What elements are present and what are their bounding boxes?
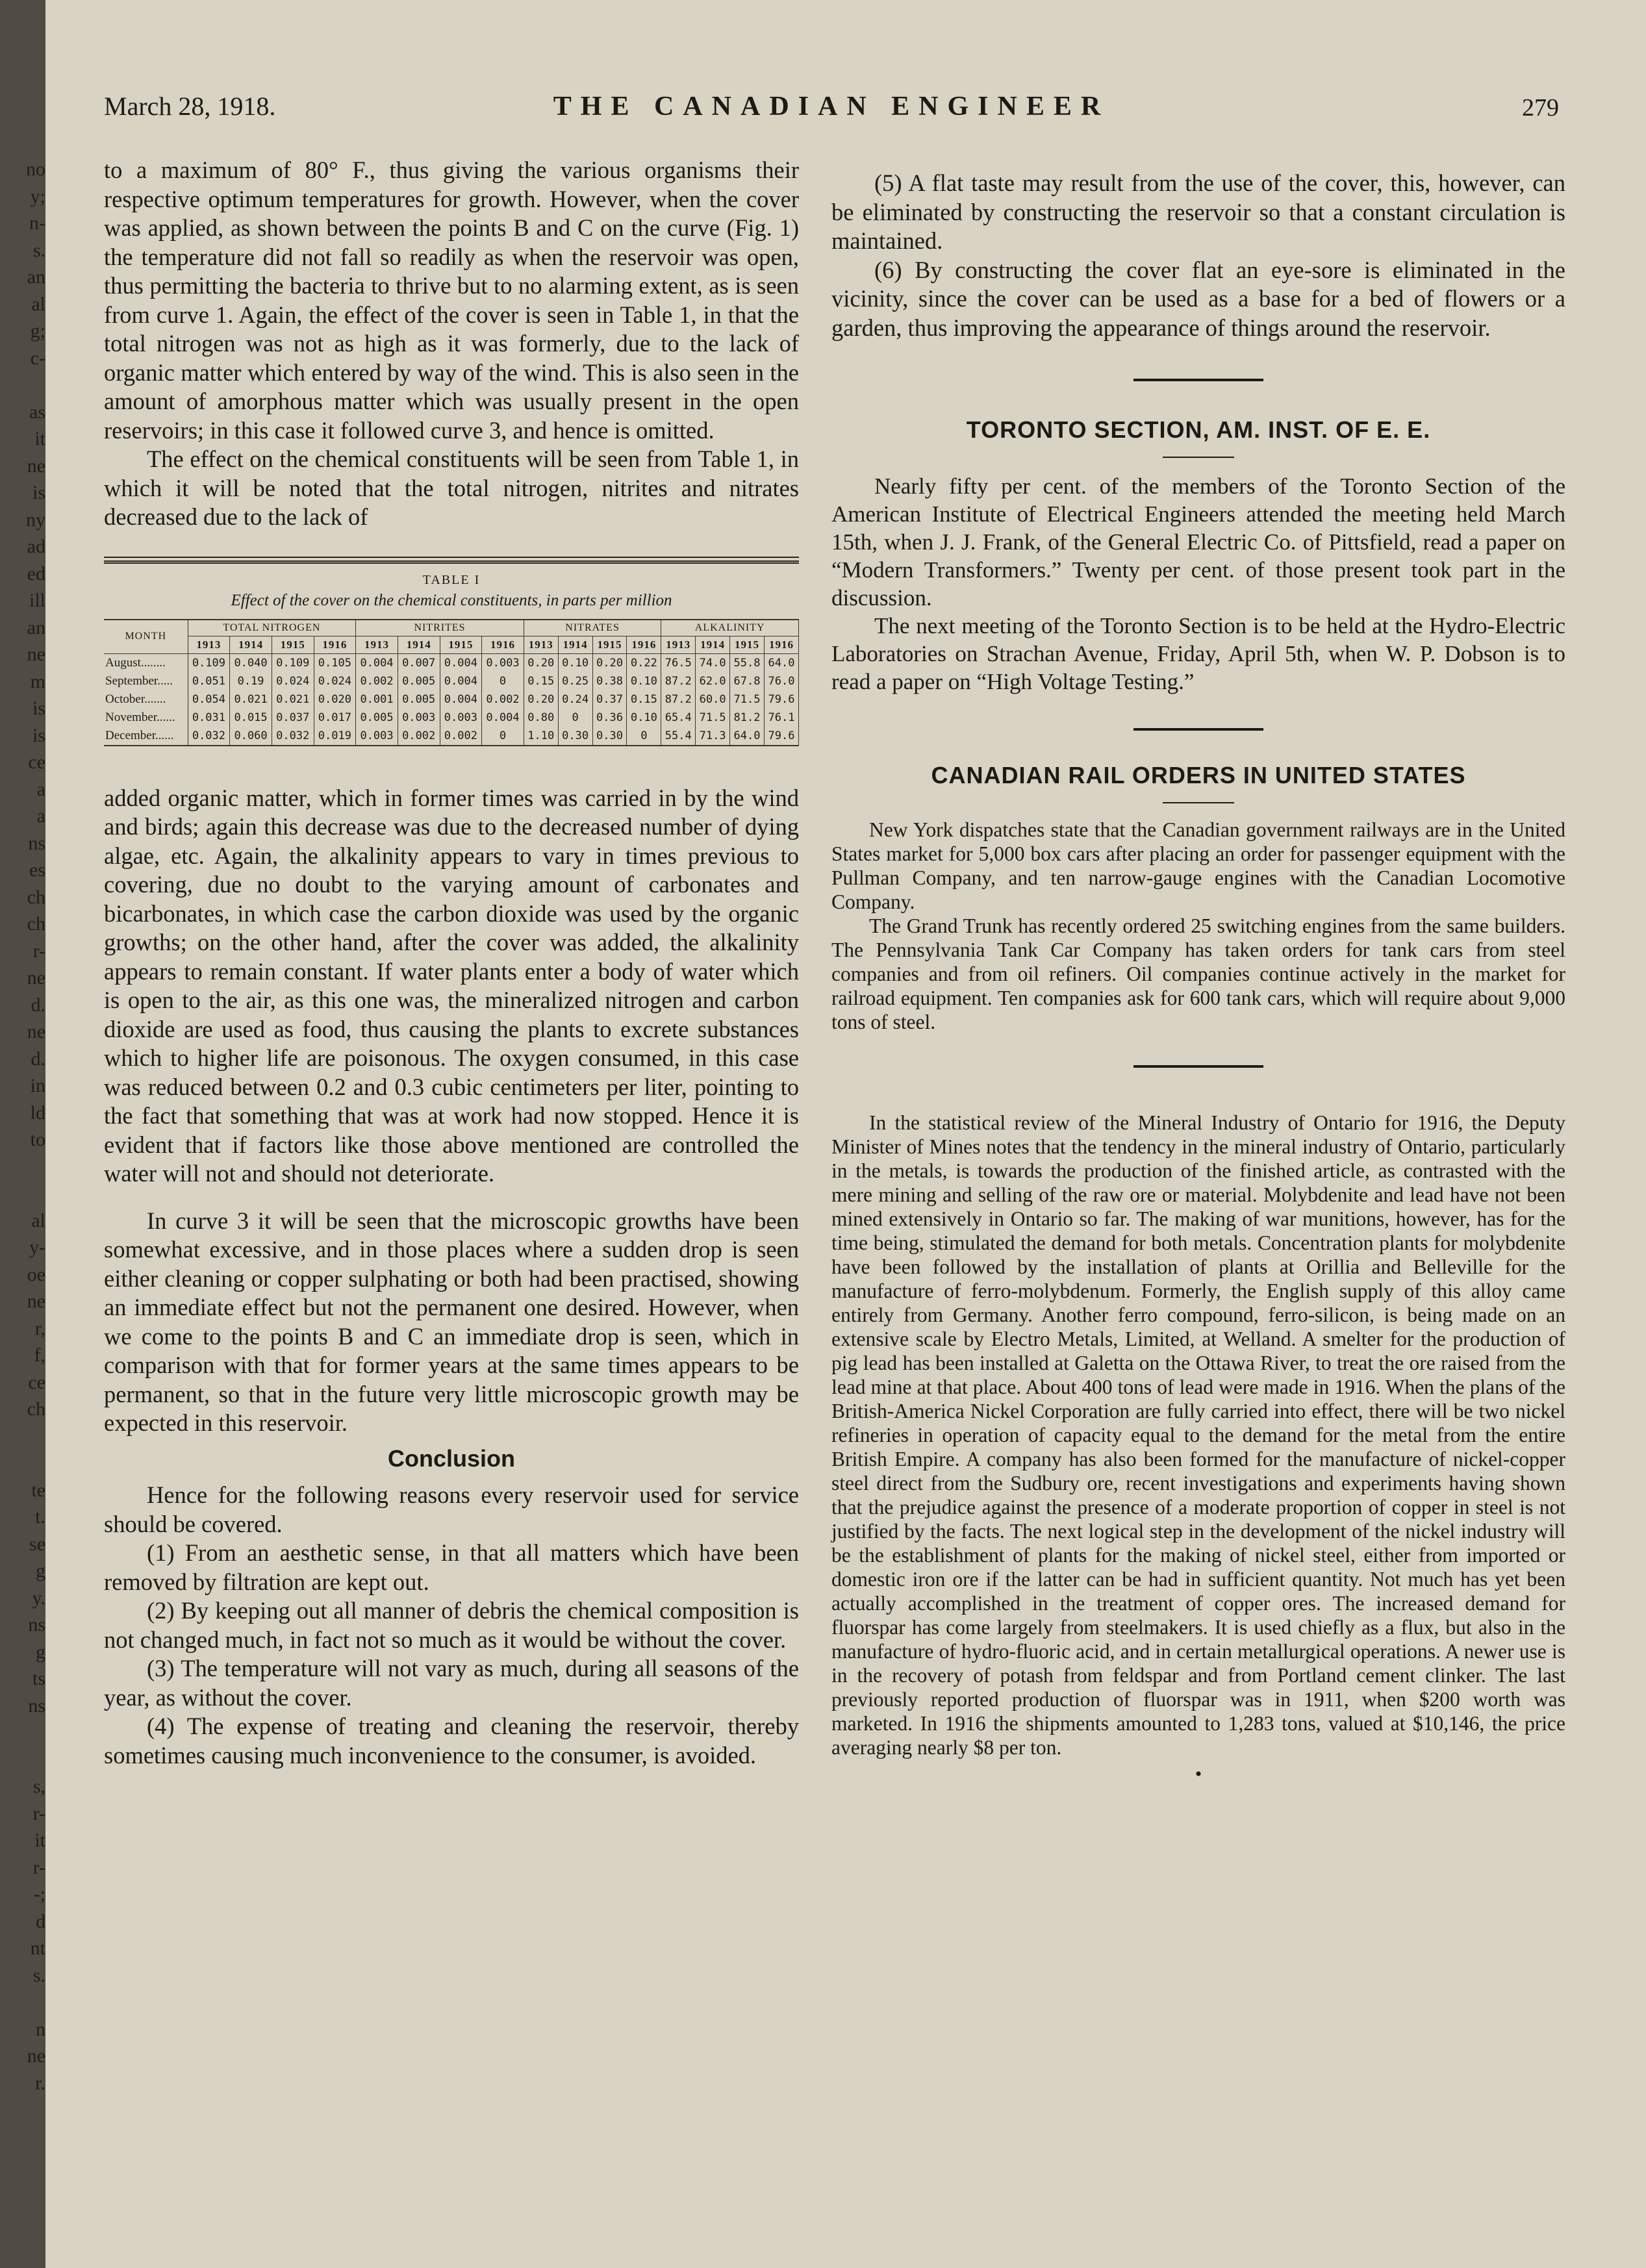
gutter-fragment: to [30, 1129, 45, 1150]
table-cell: 0.001 [356, 690, 398, 709]
gutter-fragment: ns [28, 1614, 45, 1635]
gutter-fragment: ld [30, 1102, 45, 1124]
table-cell: 0.021 [272, 690, 314, 709]
right-column [831, 169, 1565, 1785]
section-divider [1133, 728, 1263, 731]
table-row [104, 690, 799, 709]
gutter-fragment: oe [27, 1263, 45, 1285]
section-divider [1133, 1065, 1263, 1068]
table-cell: 0.004 [440, 690, 482, 709]
rail-orders-heading: CANADIAN RAIL ORDERS IN UNITED STATES [931, 762, 1466, 788]
gutter-fragment: s, [32, 1776, 45, 1797]
gutter-fragment: d. [31, 994, 45, 1016]
table-cell: 0.38 [592, 672, 627, 690]
paragraph: to a maximum of 80° F., thus giving the various organisms their respective optimum temperatures for growth. However, when the cover was applied, as shown between the points B and C on the curve (Fig. 1) the temperature did not fall so readily as when the reservoir was open, thus permitting the bacteria to thrive but to no alarming extent, as is seen from curve 1. Again, the effect of the cover is seen in Table 1, in that the total nitrogen was not as high as it was formerly, due to the lack of organic matter which entered by way of the wind. This is also seen in the amount of amorphous matter which was usually present in the open reservoirs; in this case it followed curve 3, and hence is omitted. [104, 157, 799, 444]
gutter-fragment: a [36, 778, 45, 800]
table-cell: 0 [627, 727, 661, 746]
toronto-section-heading: TORONTO SECTION, AM. INST. OF E. E. [966, 416, 1431, 443]
table-cell: 0.004 [440, 653, 482, 672]
gutter-fragment: ch [27, 1398, 45, 1420]
table-cell: 0.15 [524, 672, 558, 690]
gutter-fragment [0, 1153, 45, 1181]
gutter-fragment: ny [26, 509, 45, 531]
gutter-fragment [0, 1450, 45, 1477]
table-header-year: 1916 [627, 636, 661, 653]
table-rule [104, 557, 799, 564]
gutter-fragment: g [36, 1641, 45, 1663]
gutter-fragment: r. [35, 2072, 45, 2094]
list-item: (6) By constructing the cover flat an eye-sore is eliminated in the vicinity, since the cover can be used as a base for a bed of flowers or a garden, thus improving the appearance of things around the reservoir. [831, 256, 1565, 341]
table-cell: 0.024 [272, 672, 314, 690]
gutter-fragment [0, 1719, 45, 1746]
list-item: (4) The expense of treating and cleaning the reservoir, thereby sometimes causing much inconvenience to the consumer, is avoided. [104, 1713, 799, 1769]
table-cell: 67.8 [730, 672, 765, 690]
table-cell: 0.004 [482, 709, 524, 727]
table-cell: 0.005 [356, 709, 398, 727]
table-cell: 79.6 [764, 690, 798, 709]
gutter-fragment: ns [28, 1695, 45, 1717]
gutter-fragment: n- [29, 212, 45, 234]
gutter-fragment: m [30, 670, 45, 692]
gutter-fragment: d [36, 1910, 45, 1932]
gutter-fragment: -; [33, 1884, 45, 1905]
table-cell: 0.002 [482, 690, 524, 709]
gutter-fragment [0, 1746, 45, 1774]
table-cell: 0.20 [524, 653, 558, 672]
table-cell: 0.007 [398, 653, 440, 672]
table-header-year: 1914 [230, 636, 272, 653]
gutter-fragment: t. [35, 1506, 45, 1528]
table-cell: 0.109 [188, 653, 230, 672]
table-header-year: 1913 [661, 636, 696, 653]
table-header-year: 1913 [188, 636, 230, 653]
section-divider [1133, 379, 1263, 381]
gutter-fragment: ce [28, 751, 45, 773]
gutter-fragment: es [29, 859, 45, 881]
gutter-fragment: al [31, 1209, 45, 1231]
list-item: (5) A flat taste may result from the use of the cover, this, however, can be eliminated by constructing the reservoir so that a constant circulation is maintained. [831, 170, 1565, 254]
gutter-fragment: a [36, 805, 45, 827]
gutter-fragment: is [32, 724, 45, 746]
table-cell: 0.051 [188, 672, 230, 690]
page-number: 279 [1522, 94, 1559, 121]
gutter-fragment: r, [34, 1317, 45, 1339]
gutter-fragment: ad [27, 536, 45, 557]
paragraph: Hence for the following reasons every reservoir used for service should be covered. [104, 1481, 799, 1537]
paragraph: In curve 3 it will be seen that the microscopic growths have been somewhat excessive, and in those places where a sudden drop is seen either cleaning or copper sulphating or both had been practised, showing an immediate effect but not the permanent one desired. However, when we come to the points B and C an immediate drop is seen, which in comparison with that for former years at the same times appears to be permanent, so that in the future very little microscopic growth may be expected in this reservoir. [104, 1207, 799, 1436]
table-cell: 87.2 [661, 690, 696, 709]
table-header-group: TOTAL NITROGEN [188, 620, 356, 636]
table-cell: 0.060 [230, 727, 272, 746]
gutter-fragment: d. [31, 1048, 45, 1070]
table-caption: Effect of the cover on the chemical constituents, in parts per million [231, 591, 672, 609]
gutter-fragment: ill [29, 590, 45, 611]
table-header-year: 1914 [398, 636, 440, 653]
table-cell: 1.10 [524, 727, 558, 746]
gutter-fragment: no [26, 158, 45, 180]
table-cell: 0.002 [398, 727, 440, 746]
table-cell: 79.6 [764, 727, 798, 746]
table-header-year: 1913 [524, 636, 558, 653]
table-row [104, 727, 799, 746]
table-cell: 0.109 [272, 653, 314, 672]
gutter-fragment: al [31, 293, 45, 315]
table-1 [104, 557, 799, 746]
gutter-fragment: ch [27, 913, 45, 935]
table-cell: 0.054 [188, 690, 230, 709]
conclusion-heading: Conclusion [388, 1444, 515, 1472]
table-cell: 65.4 [661, 709, 696, 727]
gutter-fragment: as [29, 401, 45, 423]
table-cell: 0.002 [356, 672, 398, 690]
table-cell: 87.2 [661, 672, 696, 690]
gutter-fragment: ne [27, 967, 45, 989]
table-header-group: NITRATES [524, 620, 661, 636]
table-cell: 0.024 [314, 672, 356, 690]
table-cell: 60.0 [696, 690, 730, 709]
gutter-fragment: g [36, 1560, 45, 1581]
table-cell: 0.24 [558, 690, 592, 709]
gutter-fragment: te [31, 1479, 45, 1501]
gutter-fragment: y. [32, 1587, 45, 1609]
gutter-fragment: f, [34, 1344, 45, 1366]
gutter-fragment: ne [27, 1291, 45, 1312]
table-cell: 76.0 [764, 672, 798, 690]
gutter-fragment: ce [28, 1371, 45, 1393]
table-cell: 0.004 [356, 653, 398, 672]
table-cell-month: December...... [104, 727, 188, 746]
table-cell: 0.20 [592, 653, 627, 672]
paragraph: New York dispatches state that the Canadian government railways are in the United States market for 5,000 box cars after placing an order for passenger equipment with the Pullman Company, and ten narrow-gauge engines with the Canadian Locomotive Company. [831, 818, 1565, 913]
gutter-fragment: r- [32, 1802, 45, 1824]
gutter-fragment: ch [27, 886, 45, 908]
gutter-fragment: ne [27, 644, 45, 665]
gutter-fragment: s. [32, 1964, 45, 1986]
table-header-year: 1914 [558, 636, 592, 653]
table-header-year: 1915 [592, 636, 627, 653]
table-cell: 0.005 [398, 690, 440, 709]
table-cell: 76.1 [764, 709, 798, 727]
gutter-fragment: r- [32, 940, 45, 962]
table-header-year: 1916 [482, 636, 524, 653]
gutter-fragment: r- [32, 1856, 45, 1878]
issue-date: March 28, 1918. [104, 92, 276, 121]
table-cell: 0.003 [356, 727, 398, 746]
table-cell: 0.040 [230, 653, 272, 672]
heading-rule [1163, 802, 1234, 803]
table-cell: 0.019 [314, 727, 356, 746]
table-cell: 0.015 [230, 709, 272, 727]
gutter-fragment: ns [28, 832, 45, 854]
table-cell: 64.0 [730, 727, 765, 746]
table-header-group: ALKALINITY [661, 620, 799, 636]
table-header-year: 1915 [730, 636, 765, 653]
paragraph: Nearly fifty per cent. of the members of the Toronto Section of the American Institute of Electrical Engineers attended the meeting held March 15th, when J. J. Frank, of the General Electric Co. of Pittsfield, read a paper on “Modern Transformers.” Twenty per cent. of those present took part in the discussion. [831, 473, 1565, 611]
gutter-fragment: an [27, 266, 45, 288]
table-cell: 0.017 [314, 709, 356, 727]
gutter-fragment: s. [32, 239, 45, 261]
table-cell: 0.037 [272, 709, 314, 727]
table-cell: 0.031 [188, 709, 230, 727]
end-mark: • [1195, 1763, 1202, 1785]
table-cell: 64.0 [764, 653, 798, 672]
list-item: (3) The temperature will not vary as much, during all seasons of the year, as without the cover. [104, 1655, 799, 1711]
table-header-year: 1916 [764, 636, 798, 653]
table-cell: 0.003 [440, 709, 482, 727]
table-cell: 0.004 [440, 672, 482, 690]
gutter-fragment [0, 1423, 45, 1450]
gutter-fragment: n [36, 2018, 45, 2040]
table-header-month: MONTH [104, 620, 188, 654]
table-cell: 0.10 [627, 672, 661, 690]
table-cell: 0.10 [627, 709, 661, 727]
gutter-fragment: y; [30, 185, 45, 207]
table-row [104, 672, 799, 690]
table-header-year: 1914 [696, 636, 730, 653]
gutter-fragment: y- [29, 1237, 45, 1258]
gutter-fragment: ne [27, 2045, 45, 2067]
paragraph: The effect on the chemical constituents will be seen from Table 1, in which it will be noted that the total nitrogen, nitrites and nitrates decreased due to the lack of [104, 446, 799, 530]
table-cell: 71.3 [696, 727, 730, 746]
list-item: (2) By keeping out all manner of debris the chemical composition is not changed much, in fact not so much as it would be without the cover. [104, 1597, 799, 1653]
table-header-group: NITRITES [356, 620, 524, 636]
gutter-fragment: it [34, 1830, 45, 1851]
table-title: TABLE I [422, 572, 481, 587]
gutter-fragment: an [27, 616, 45, 638]
table-header-year: 1915 [272, 636, 314, 653]
table-cell: 0.25 [558, 672, 592, 690]
table-row [104, 709, 799, 727]
table-cell: 0.20 [524, 690, 558, 709]
paragraph: added organic matter, which in former times was carried in by the wind and birds; again this decrease was due to the decreased number of dying algae, etc. Again, the alkalinity appears to vary in times previous to covering, due no doubt to the varying amount of carbonates and bicarbonates, in which case the carbon dioxide was used by the organic growths; on the other hand, after the cover was added, the alkalinity appears to remain constant. If water plants enter a body of water which is open to the air, as this one was, the mineralized nitrogen and carbon dioxide are used as food, thus causing the plants to excrete substances which to higher life are poisonous. The oxygen consumed, in this case was reduced between 0.2 and 0.3 cubic centimeters per liter, pointing to the fact that something that was at work had now stopped. Hence it is evident that if factors like those above mentioned are controlled the water will not and should not deteriorate. [104, 784, 799, 1187]
table-cell: 0 [482, 727, 524, 746]
gutter-fragment [0, 1180, 45, 1207]
table-cell-month: October....... [104, 690, 188, 709]
table-cell: 0.37 [592, 690, 627, 709]
table-cell-month: August........ [104, 653, 188, 672]
table-cell: 0.30 [592, 727, 627, 746]
gutter-fragment: nt [30, 1937, 45, 1959]
table-cell: 55.4 [661, 727, 696, 746]
table-cell: 0.032 [188, 727, 230, 746]
table-cell: 71.5 [730, 690, 765, 709]
table-cell-month: November...... [104, 709, 188, 727]
gutter-fragment: is [32, 482, 45, 503]
journal-title: THE CANADIAN ENGINEER [553, 92, 1110, 121]
table-header-year: 1915 [440, 636, 482, 653]
table-cell: 0.032 [272, 727, 314, 746]
gutter-fragment: se [29, 1533, 45, 1555]
chemical-constituents-table [104, 619, 799, 746]
gutter-fragment: g; [30, 320, 45, 342]
table-cell: 71.5 [696, 709, 730, 727]
table-cell: 0.36 [592, 709, 627, 727]
gutter-fragment [0, 1989, 45, 2016]
table-cell: 0 [482, 672, 524, 690]
table-cell: 55.8 [730, 653, 765, 672]
table-cell-month: September..... [104, 672, 188, 690]
table-cell: 0.80 [524, 709, 558, 727]
table-cell: 0.003 [398, 709, 440, 727]
gutter-fragment: is [32, 698, 45, 719]
list-item: (1) From an aesthetic sense, in that all matters which have been removed by filtration are kept out. [104, 1539, 799, 1595]
adjacent-page-text-fragments [0, 156, 45, 2097]
table-cell: 0.19 [230, 672, 272, 690]
table-cell: 0.020 [314, 690, 356, 709]
gutter-fragment: ts [32, 1668, 45, 1689]
gutter-fragment: c- [30, 347, 45, 369]
table-cell: 76.5 [661, 653, 696, 672]
gutter-fragment [0, 372, 45, 399]
table-cell: 0.10 [558, 653, 592, 672]
table-cell: 74.0 [696, 653, 730, 672]
table-cell: 0.30 [558, 727, 592, 746]
table-cell: 0.22 [627, 653, 661, 672]
table-cell: 0.002 [440, 727, 482, 746]
page-header [104, 91, 1559, 130]
table-cell: 0.021 [230, 690, 272, 709]
gutter-fragment: ed [27, 562, 45, 585]
gutter-fragment: ne [27, 1021, 45, 1042]
table-header-year: 1916 [314, 636, 356, 653]
heading-rule [1163, 457, 1234, 458]
paragraph: In the statistical review of the Mineral Industry of Ontario for 1916, the Deputy Minister of Mines notes that the tendency in the mineral industry of Ontario, particularly in the metals, is towards the production of the finished article, as contrasted with the mere mining and selling of the raw ore or material. Molybdenite and lead have not been mined extensively in Ontario so far. The making of war munitions, however, has for the time being, stimulated the demand for both metals. Concentration plants for molybdenite have been followed by the installation of plants at Orillia and Belleville for the manufacture of ferro-molybdenum. Formerly, the English supply of this alloy came entirely from Germany. Another ferro compound, ferro-silicon, is being made on an extensive scale by Electro Metals, Limited, at Welland. A smelter for the production of pig lead has been installed at Galetta on the Ottawa River, to treat the ore raised from the lead mine at that place. About 400 tons of lead were made in 1916. When the plans of the British-America Nickel Corporation are fully carried into effect, there will be two nickel refineries in operation of capacity equal to the demand for the metal from the entire British Empire. A company has also been formed for the manufacture of nickel-copper steel direct from the Sudbury ore, recent investigations and experiments having shown that the prejudice against the presence of a moderate proportion of copper in steel is not justified by the facts. The next logical step in the development of the nickel industry will be the establishment of plants for the making of nickel steel, either from imported or domestic iron ore if the latter can be had in sufficient quantity. Not much has yet been actually accomplished in the treatment of copper ores. The increased demand for fluorspar has come largely from steelmakers. It is used chiefly as a flux, but also in the manufacture of hydro-fluoric acid, and in certain metallurgical operations. A newer use is in the recovery of potash from feldspar and from Portland cement clinker. The last previously reported production of fluorspar was in 1911, when $200 worth was marketed. In 1916 the shipments amounted to 1,283 tons, valued at $10,146, the price averaging nearly $8 per ton. [831, 1111, 1565, 1759]
table-cell: 62.0 [696, 672, 730, 690]
gutter-fragment: it [34, 428, 45, 449]
table-cell: 0 [558, 709, 592, 727]
table-header-year: 1913 [356, 636, 398, 653]
paragraph: The Grand Trunk has recently ordered 25 switching engines from the same builders. The Pennsylvania Tank Car Company has taken orders for tank cars from steel companies and from oil refiners. Oil companies continue actively in the market for railroad equipment. Ten companies ask for 600 tank cars, which will require about 9,000 tons of steel. [831, 914, 1565, 1033]
adjacent-page-gutter [0, 0, 45, 2268]
table-cell: 0.15 [627, 690, 661, 709]
table-cell: 0.003 [482, 653, 524, 672]
left-column [104, 156, 799, 1770]
table-row [104, 653, 799, 672]
paragraph: The next meeting of the Toronto Section is to be held at the Hydro-Electric Laboratories on Strachan Avenue, Friday, April 5th, when W. P. Dobson is to read a paper on “High Voltage Testing.” [831, 613, 1565, 694]
table-cell: 81.2 [730, 709, 765, 727]
table-cell: 0.005 [398, 672, 440, 690]
gutter-fragment: in [30, 1075, 45, 1096]
gutter-fragment: ne [27, 455, 45, 477]
table-cell: 0.105 [314, 653, 356, 672]
